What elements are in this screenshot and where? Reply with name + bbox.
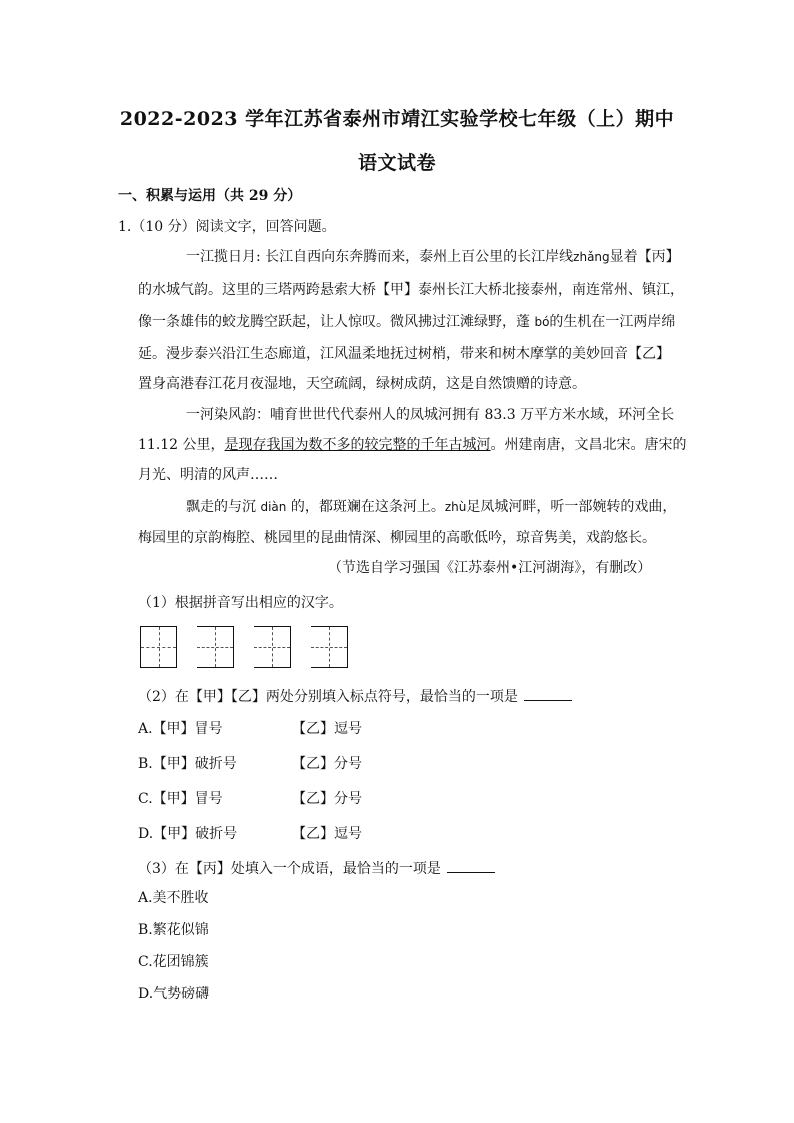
passage-line: 延。漫步泰兴沿江生态廊道，江风温柔地抚过树梢，带来和树木摩掌的美妙回音【乙】 bbox=[138, 346, 670, 362]
option-label: 【乙】逗号 bbox=[292, 721, 362, 737]
passage-line: 的水城气韵。这里的三塔两跨悬索大桥【甲】泰州长江大桥北接泰州，南连常州、镇江， bbox=[138, 282, 684, 298]
underlined-sentence: 是现存我国为数不多的较完整的千年古城河 bbox=[224, 437, 491, 453]
answer-blank[interactable] bbox=[447, 858, 495, 873]
option-label: B.【甲】破折号 bbox=[138, 756, 237, 772]
writing-cell[interactable] bbox=[140, 626, 177, 668]
pinyin: bó bbox=[534, 315, 550, 329]
passage-line: 梅园里的京韵梅腔、桃园里的昆曲情深、柳园里的高歌低吟，琼音隽美，戏韵悠长。 bbox=[138, 530, 656, 546]
pinyin: zhù bbox=[444, 500, 467, 514]
source-citation: （节选自学习强国《江苏泰州•江河湖海》，有删改） bbox=[328, 560, 652, 576]
question-stem: 1.（10 分）阅读文字，回答问题。 bbox=[118, 219, 336, 235]
passage-line: 一江揽日月: 长江自西向东奔腾而来，泰州上百公里的长江岸线zhǎng显着【丙】 bbox=[186, 249, 680, 265]
subquestion-3: （3）在【丙】处填入一个成语，最恰当的一项是 bbox=[138, 858, 495, 879]
option-label: A.美不胜收 bbox=[138, 890, 209, 906]
character-writing-grid[interactable] bbox=[140, 626, 348, 668]
passage-line: 月光、明清的风声…… bbox=[138, 467, 278, 483]
option-label: B.繁花似锦 bbox=[138, 922, 209, 938]
option-label: 【乙】分号 bbox=[292, 791, 362, 807]
passage-line: 置身高港春江花月夜湿地，天空疏阔，绿树成荫，这是自然馈赠的诗意。 bbox=[138, 376, 586, 392]
option-label: 【乙】分号 bbox=[292, 756, 362, 772]
subquestion-2: （2）在【甲】【乙】两处分别填入标点符号，最恰当的一项是 bbox=[138, 686, 572, 707]
option-label: C.花团锦簇 bbox=[138, 954, 209, 970]
option-label: D.【甲】破折号 bbox=[138, 826, 238, 842]
pinyin: zhǎng bbox=[573, 250, 610, 264]
passage-line: 像一条雄伟的蛟龙腾空跃起，让人惊叹。微风拂过江滩绿野，蓬 bó的生机在一江两岸绵 bbox=[138, 314, 676, 330]
answer-blank[interactable] bbox=[524, 686, 572, 701]
writing-cell[interactable] bbox=[311, 626, 348, 668]
paper-title-line2: 语文试卷 bbox=[357, 152, 436, 174]
paper-title-line1: 2022-2023 学年江苏省泰州市靖江实验学校七年级（上）期中 bbox=[119, 108, 675, 130]
option-label: 【乙】逗号 bbox=[292, 826, 362, 842]
writing-cell[interactable] bbox=[197, 626, 234, 668]
subquestion-1: （1）根据拼音写出相应的汉字。 bbox=[138, 595, 343, 611]
section-heading: 一、积累与运用（共 29 分） bbox=[118, 188, 302, 204]
passage-line: 飘走的与沉 diàn 的，都斑斓在这条河上。zhù足凤城河畔，听一部婉转的戏曲， bbox=[186, 499, 677, 515]
pinyin: diàn bbox=[260, 500, 287, 514]
option-label: C.【甲】冒号 bbox=[138, 791, 223, 807]
writing-cell[interactable] bbox=[254, 626, 291, 668]
passage-line: 11.12 公里，是现存我国为数不多的较完整的千年古城河。州建南唐，文昌北宋。唐宋的 bbox=[138, 437, 687, 453]
passage-line: 一河染风韵：哺育世世代代泰州人的凤城河拥有 83.3 万平方米水域，环河全长 bbox=[186, 407, 675, 423]
option-label: A.【甲】冒号 bbox=[138, 721, 223, 737]
option-label: D.气势磅礴 bbox=[138, 986, 210, 1002]
